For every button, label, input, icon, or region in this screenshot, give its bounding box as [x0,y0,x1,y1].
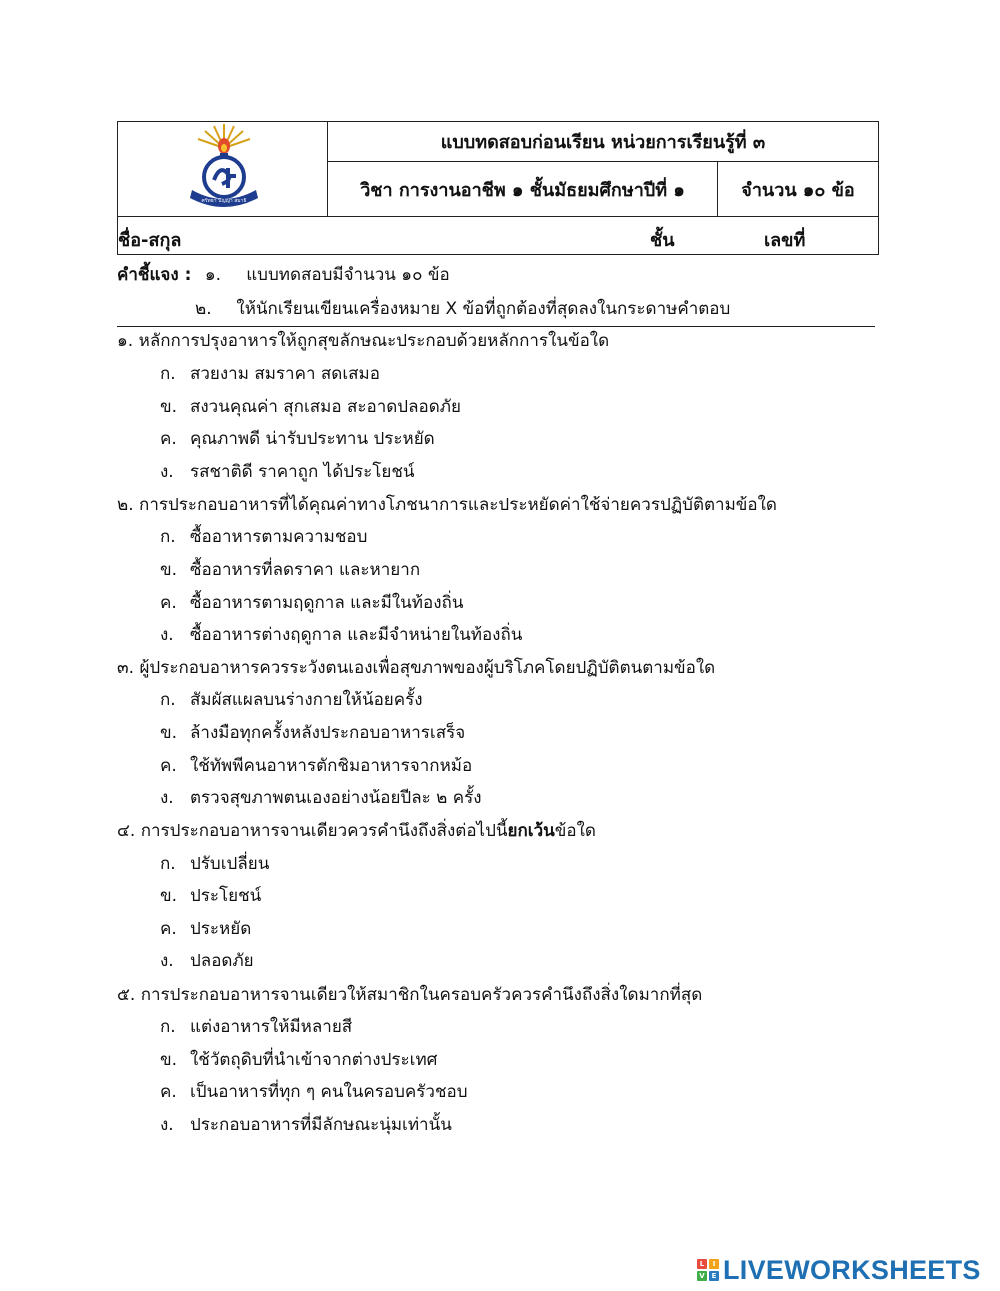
option-label: ก. [160,854,176,874]
option-label: ง. [160,1115,174,1135]
option-text: ล้างมือทุกครั้งหลังประกอบอาหารเสร็จ [190,723,466,743]
brand-name: LIVEWORKSHEETS [723,1254,981,1285]
option-text: ซื้ออาหารต่างฤดูกาล และมีจำหน่ายในท้องถิ่น [190,625,523,645]
question-text: หลักการปรุงอาหารให้ถูกสุขลักษณะประกอบด้วยหลักการในข้อใด [138,331,610,351]
question-text: การประกอบอาหารจานเดียวให้สมาชิกในครอบครัวควรคำนึงถึงสิ่งใดมากที่สุด [140,985,703,1005]
option-label: ข. [160,886,178,906]
question-text: ผู้ประกอบอาหารควรระวังตนเองเพื่อสุขภาพของผู้บริโภคโดยปฏิบัติตนตามข้อใด [139,658,716,678]
option-label: ก. [160,690,176,710]
option-text: คุณภาพดี น่ารับประทาน ประหยัด [190,429,435,449]
instruction-line-2 [195,295,730,322]
option[interactable] [160,1078,468,1105]
option[interactable] [160,393,461,420]
option[interactable] [160,947,254,974]
option[interactable] [160,784,482,811]
option-text: สวยงาม สมราคา สดเสมอ [190,364,380,384]
option-text: ซื้ออาหารตามฤดูกาล และมีในท้องถิ่น [190,593,464,613]
option-text: ปลอดภัย [190,951,254,971]
school-logo-icon [184,122,264,214]
brand-blocks-icon [697,1259,719,1281]
option-label: ง. [160,788,174,808]
header-table [117,121,879,255]
option-label: ค. [160,1082,177,1102]
option-label: ค. [160,593,177,613]
question-count: จำนวน ๑๐ ข้อ [741,179,855,201]
option-label: ก. [160,1017,176,1037]
option-label: ข. [160,1050,178,1070]
name-label: ชื่อ-สกุล [118,230,182,251]
option[interactable] [160,752,472,779]
option[interactable] [160,425,435,452]
instruction-num: ๑. [204,265,222,285]
option[interactable] [160,458,415,485]
option-label: ข. [160,397,178,417]
brand-block: I [709,1259,719,1269]
question-number: ๒. [117,495,134,515]
question-number: ๓. [117,658,135,678]
option-label: ข. [160,723,178,743]
question-text: การประกอบอาหารที่ได้คุณค่าทางโภชนาการและประหยัดค่าใช้จ่ายควรปฏิบัติตามข้อใด [139,495,777,515]
question-number: ๔. [117,821,136,841]
question-number: ๕. [117,985,136,1005]
question-5 [117,981,702,1008]
option-text: สงวนคุณค่า สุกเสมอ สะอาดปลอดภัย [190,397,461,417]
option-label: ง. [160,462,174,482]
brand-block: E [709,1271,719,1281]
instruction-text: ให้นักเรียนเขียนเครื่องหมาย X ข้อที่ถูกต้องที่สุดลงในกระดาษคำตอบ [236,299,731,319]
option-text: ซื้ออาหารตามความชอบ [190,527,368,547]
student-info-row [118,216,878,254]
test-title: แบบทดสอบก่อนเรียน หน่วยการเรียนรู้ที่ ๓ [328,122,878,162]
option[interactable] [160,719,465,746]
instruction-label: คำชี้แจง : [117,265,192,285]
option-text: รสชาติดี ราคาถูก ได้ประโยชน์ [190,462,415,482]
option-label: ก. [160,364,176,384]
option[interactable] [160,882,261,909]
option[interactable] [160,686,423,713]
option-text: ประกอบอาหารที่มีลักษณะนุ่มเท่านั้น [190,1115,452,1135]
option-text: ปรับเปลี่ยน [190,854,270,874]
option[interactable] [160,850,269,877]
option-text: ซื้ออาหารที่ลดราคา และหายาก [190,560,421,580]
brand-block: V [697,1271,707,1281]
option[interactable] [160,621,522,648]
option-text: เป็นอาหารที่ทุก ๆ คนในครอบครัวชอบ [190,1082,468,1102]
option-text: ตรวจสุขภาพตนเองอย่างน้อยปีละ ๒ ครั้ง [190,788,482,808]
brand-block: L [697,1259,707,1269]
option[interactable] [160,1013,352,1040]
option-label: ก. [160,527,176,547]
question-emphasis: ยกเว้น [507,821,555,841]
question-3 [117,654,715,681]
question-1 [117,327,609,354]
option[interactable] [160,1046,437,1073]
option-label: ข. [160,560,178,580]
option-text: แต่งอาหารให้มีหลายสี [190,1017,353,1037]
option-label: ง. [160,951,174,971]
question-text-end: ข้อใด [554,821,596,841]
option-text: ประโยชน์ [190,886,262,906]
question-text: การประกอบอาหารจานเดียวควรคำนึงถึงสิ่งต่อไปนี้ [140,821,508,841]
option[interactable] [160,589,463,616]
liveworksheets-brand[interactable] [697,1255,981,1285]
subject-info: วิชา การงานอาชีพ ๑ ชั้นมัธยมศึกษาปีที่ ๑ [328,162,718,216]
logo-cell [118,122,328,216]
option-text: สัมผัสแผลบนร่างกายให้น้อยครั้ง [190,690,423,710]
class-label: ชั้น [650,230,675,251]
option-label: ค. [160,429,177,449]
option-text: ใช้ทัพพีคนอาหารตักชิมอาหารจากหม้อ [190,756,473,776]
option[interactable] [160,915,251,942]
instruction-text: แบบทดสอบมีจำนวน ๑๐ ข้อ [246,265,450,285]
logo-motto: ศรัทธา ปัญญา สมาธิ [201,198,247,204]
instruction-line-1 [117,261,450,288]
option[interactable] [160,1111,452,1138]
option[interactable] [160,523,367,550]
number-label: เลขที่ [764,230,806,251]
option-text: ใช้วัตถุดิบที่นำเข้าจากต่างประเทศ [190,1050,438,1070]
instruction-num: ๒. [195,299,212,319]
option[interactable] [160,556,420,583]
option[interactable] [160,360,380,387]
question-number: ๑. [117,331,134,351]
question-4 [117,817,596,844]
option-label: ง. [160,625,174,645]
option-label: ค. [160,919,177,939]
option-label: ค. [160,756,177,776]
question-2 [117,491,777,518]
option-text: ประหยัด [190,919,252,939]
